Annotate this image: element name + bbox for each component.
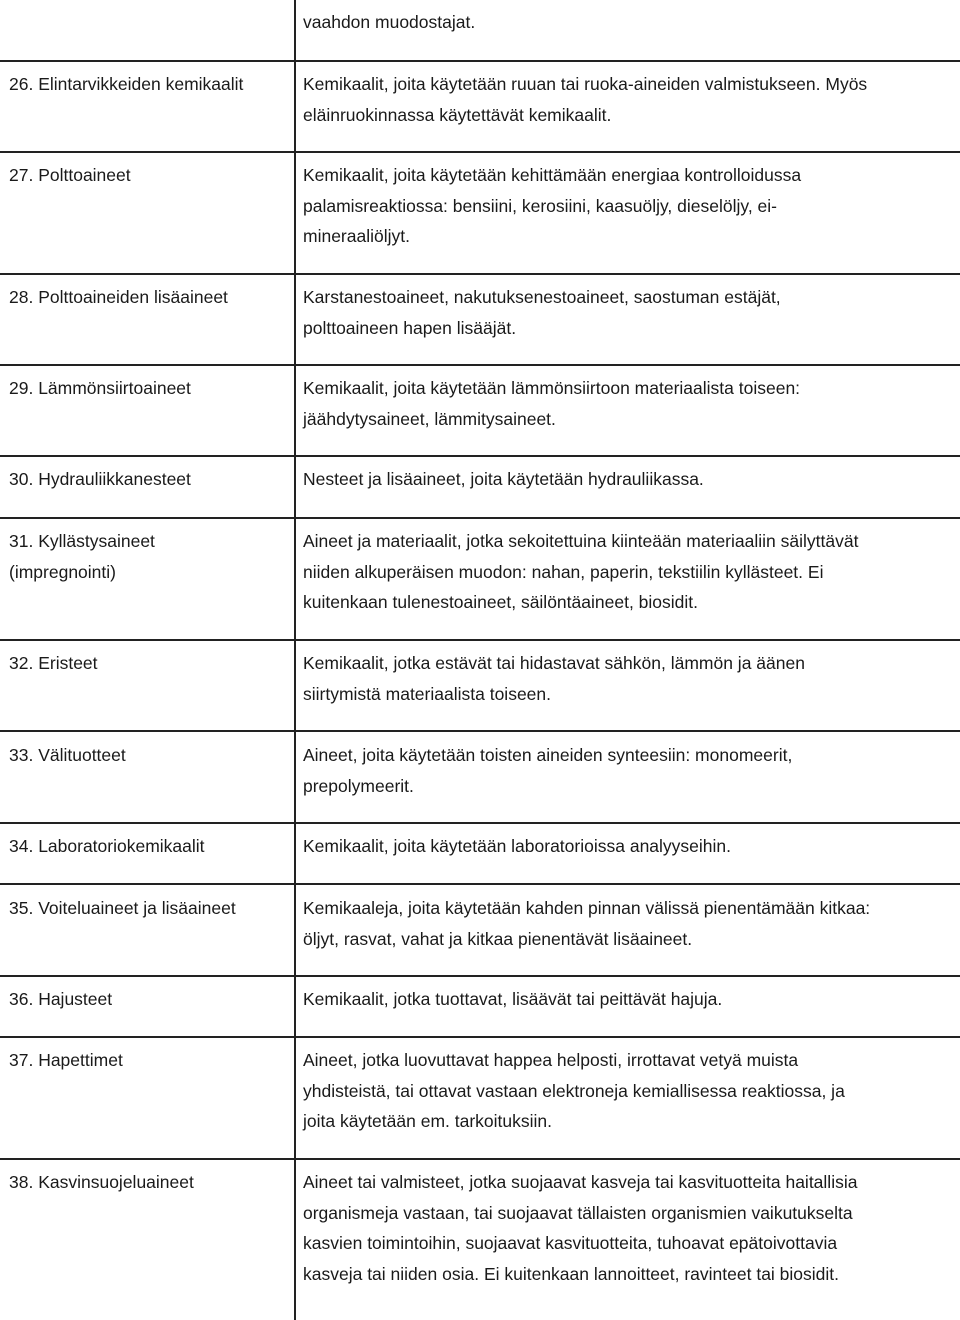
term-cell <box>9 160 131 191</box>
term-cell <box>9 740 126 771</box>
definition-cell <box>303 69 867 130</box>
term-text: 33. Välituotteet <box>9 745 126 765</box>
row-separator <box>0 639 960 641</box>
term-cell <box>9 984 112 1015</box>
term-text: 29. Lämmönsiirtoaineet <box>9 378 191 398</box>
term-cell <box>9 1167 194 1198</box>
row-separator <box>0 455 960 457</box>
definition-text: vaahdon muodostajat. <box>303 12 476 32</box>
definition-text: polttoaineen hapen lisääjät. <box>303 317 517 338</box>
term-cell <box>9 831 205 862</box>
term-text: (impregnointi) <box>9 561 116 582</box>
row-separator <box>0 151 960 153</box>
term-cell <box>9 526 155 587</box>
term-text: 26. Elintarvikkeiden kemikaalit <box>9 74 244 94</box>
definition-text: Karstanestoaineet, nakutuksenestoaineet, saostuman estäjät, <box>303 287 781 307</box>
row-separator <box>0 1158 960 1160</box>
term-cell <box>9 69 243 100</box>
definition-cell <box>303 160 801 252</box>
definition-text: organismeja vastaan, tai suojaavat tällaisten organismien vaikutukselta <box>303 1202 853 1223</box>
row-separator <box>0 822 960 824</box>
definition-cell <box>303 831 731 862</box>
definition-text: Kemikaalit, joita käytetään ruuan tai ruoka-aineiden valmistukseen. Myös <box>303 74 868 94</box>
definition-cell <box>303 984 722 1015</box>
definition-text: mineraaliöljyt. <box>303 226 410 246</box>
definition-text: siirtymistä materiaalista toiseen. <box>303 683 551 704</box>
definition-text: Kemikaalit, jotka tuottavat, lisäävät tai peittävät hajuja. <box>303 989 723 1009</box>
term-text: 27. Polttoaineet <box>9 165 131 185</box>
definition-text: öljyt, rasvat, vahat ja kitkaa pienentävät lisäaineet. <box>303 928 693 949</box>
term-text: 28. Polttoaineiden lisäaineet <box>9 287 228 307</box>
definition-cell <box>303 1167 857 1289</box>
term-cell <box>9 648 98 679</box>
definition-text: prepolymeerit. <box>303 775 414 796</box>
term-text: 38. Kasvinsuojeluaineet <box>9 1172 194 1192</box>
row-separator <box>0 975 960 977</box>
term-text: 32. Eristeet <box>9 653 98 673</box>
definition-cell <box>303 526 858 618</box>
definition-cell <box>303 464 704 495</box>
column-divider <box>294 0 296 1320</box>
definition-text: yhdisteistä, tai ottavat vastaan elektroneja kemiallisessa reaktiossa, ja <box>303 1080 845 1101</box>
definition-cell <box>303 373 800 434</box>
row-separator <box>0 364 960 366</box>
row-separator <box>0 883 960 885</box>
term-cell <box>9 1045 123 1076</box>
definition-text: Kemikaalit, joita käytetään kehittämään energiaa kontrolloidussa <box>303 165 802 185</box>
definition-text: niiden alkuperäisen muodon: nahan, paperin, tekstiilin kyllästeet. Ei <box>303 561 824 582</box>
row-separator <box>0 730 960 732</box>
definition-cell <box>303 7 475 38</box>
definition-cell <box>303 1045 845 1137</box>
row-separator <box>0 60 960 62</box>
row-separator <box>0 273 960 275</box>
term-cell <box>9 893 236 924</box>
term-text: 36. Hajusteet <box>9 989 113 1009</box>
row-separator <box>0 1036 960 1038</box>
term-text: 30. Hydrauliikkanesteet <box>9 469 191 489</box>
definition-text: eläinruokinnassa käytettävät kemikaalit. <box>303 104 612 125</box>
term-text: 31. Kyllästysaineet <box>9 531 155 551</box>
definition-text: joita käytetään em. tarkoituksiin. <box>303 1111 553 1131</box>
definition-text: Kemikaaleja, joita käytetään kahden pinnan välissä pienentämään kitkaa: <box>303 898 871 918</box>
definition-text: Aineet, joita käytetään toisten aineiden synteesiin: monomeerit, <box>303 745 793 765</box>
definition-text: Aineet ja materiaalit, jotka sekoitettuina kiinteään materiaaliin säilyttävät <box>303 531 859 551</box>
row-separator <box>0 517 960 519</box>
definition-text: kasveja tai niiden osia. Ei kuitenkaan lannoitteet, ravinteet tai biosidit. <box>303 1263 840 1284</box>
definition-text: Nesteet ja lisäaineet, joita käytetään hydrauliikassa. <box>303 469 704 489</box>
definition-text: Aineet tai valmisteet, jotka suojaavat kasveja tai kasvituotteita haitallisia <box>303 1172 858 1192</box>
term-cell <box>9 282 228 313</box>
term-text: 37. Hapettimet <box>9 1050 123 1070</box>
term-text: 34. Laboratoriokemikaalit <box>9 836 205 856</box>
term-text: 35. Voiteluaineet ja lisäaineet <box>9 898 236 918</box>
definition-text: Kemikaalit, jotka estävät tai hidastavat sähkön, lämmön ja äänen <box>303 653 805 673</box>
term-cell <box>9 464 191 495</box>
term-cell <box>9 373 191 404</box>
definition-cell <box>303 740 792 801</box>
definition-text: Kemikaalit, joita käytetään lämmönsiirtoon materiaalista toiseen: <box>303 378 801 398</box>
definition-text: Kemikaalit, joita käytetään laboratorioissa analyyseihin. <box>303 836 732 856</box>
definition-text: kasvien toimintoihin, suojaavat kasvituotteita, tuhoavat epätoivottavia <box>303 1233 838 1253</box>
definition-cell <box>303 893 870 954</box>
definition-text: palamisreaktiossa: bensiini, kerosiini, kaasuöljy, dieselöljy, ei- <box>303 195 778 216</box>
definition-text: Aineet, jotka luovuttavat happea helposti, irrottavat vetyä muista <box>303 1050 799 1070</box>
definition-cell <box>303 282 781 343</box>
definition-text: kuitenkaan tulenestoaineet, säilöntäaineet, biosidit. <box>303 592 698 612</box>
definition-text: jäähdytysaineet, lämmitysaineet. <box>303 408 556 429</box>
definition-cell <box>303 648 805 709</box>
